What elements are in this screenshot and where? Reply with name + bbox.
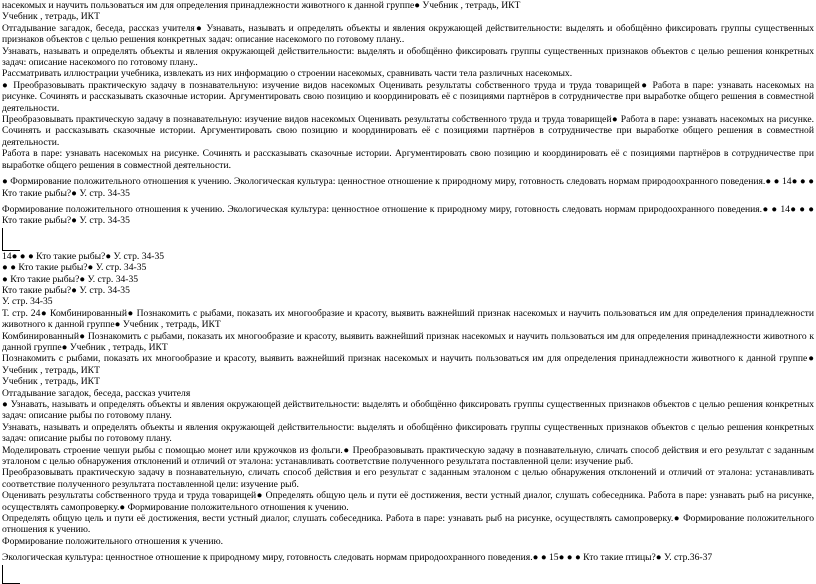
text-line: Узнавать, называть и определять объекты и явления окружающей действительности: выделять и обобщённо фиксировать группы существенных признаков объектов с целью решения конкретных задач: описание рыбы по готовому плану.	[2, 421, 814, 445]
text-line: Преобразовывать практическую задачу в познавательную: изучение видов насекомых Оценивать результаты собственного труда и труда товарищей● Работа в паре: узнавать насекомых на рисунке. Сочинять и рассказывать сказочные истории. Аргументировать свою позицию и координировать её с позициями партнёров в сотрудничестве при выработке общего решения в совместной деятельности.	[2, 114, 814, 148]
text-line: ● Формирование положительного отношения к учению. Экологическая культура: ценностное отношение к природному миру, готовность следовать нормам природоохранного поведения.● ● 14● ● ● Кто такие рыбы?● У. стр. 34-35	[2, 176, 814, 199]
text-line: Учебник , тетрадь, ИКТ	[2, 376, 100, 388]
text-line: Определять общую цель и пути её достижения, вести устный диалог, слушать собеседника. Работа в паре: узнавать рыб на рисунке, осуществлять самопроверку.● Формирование положительного отношения к учению.	[2, 513, 814, 536]
text-line: Формирование положительного отношения к учению. Экологическая культура: ценностное отношение к природному миру, готовность следовать нормам природоохранного поведения.● ● 14● ● ● Кто такие рыбы?● У. стр. 34-35	[2, 203, 814, 227]
text-line: Формирование положительного отношения к учению.	[2, 535, 224, 547]
text-line: У. стр. 34-35	[2, 296, 53, 308]
text-line: ● Преобразовывать практическую задачу в познавательную: изучение видов насекомых Оценивать результаты собственного труда и труда товарищей● Работа в паре: узнавать насекомых на рисунке. Сочинять и рассказывать сказочные истории. Аргументировать свою позицию и координировать её с позициями партнёров в сотрудничестве при выработке общего решения в совместной деятельности.	[2, 79, 814, 114]
text-line: Оценивать результаты собственного труда и труда товарищей● Определять общую цель и пути её достижения, вести устный диалог, слушать собеседника. Работа в паре: узнавать рыб на рисунке, осуществлять самопроверку.● Формирование положительного отношения к учению.	[2, 490, 814, 513]
text-line: Т. стр. 24● Комбинированный● Познакомить с рыбами, показать их многообразие и красоту, выявить важнейший признак насекомых и научить пользоваться им для определения принадлежности животного к данной группе● Учебник , тетрадь, ИКТ	[2, 307, 814, 331]
table-cell-border	[2, 565, 20, 584]
text-line: ● Узнавать, называть и определять объекты и явления окружающей действительности: выделять и обобщённо фиксировать группы существенных признаков объектов с целью решения конкретных задач: описание рыбы по готовому плану.	[2, 399, 814, 422]
text-line: Работа в паре: узнавать насекомых на рисунке. Сочинять и рассказывать сказочные истории. Аргументировать свою позицию и координировать её с позициями партнёров в сотрудничестве при выработке общего решения в совместной деятельности.	[2, 148, 814, 171]
text-line: Учебник , тетрадь, ИКТ	[2, 11, 100, 23]
text-line: ● Кто такие рыбы?● У. стр. 34-35	[2, 273, 139, 285]
text-line: насекомых и научить пользоваться им для определения принадлежности животного к данной группе● Учебник , тетрадь, ИКТ	[2, 0, 521, 11]
text-line: Отгадывание загадок, беседа, рассказ учителя	[2, 387, 191, 399]
text-line: ● ● Кто такие рыбы?● У. стр. 34-35	[2, 262, 147, 274]
text-line: Моделировать строение чешуи рыбы с помощью монет или кружочков из фольги.● Преобразовывать практическую задачу в познавательную, сличать способ действия и его результат с заданным эталоном с целью обнаружения отклонений и отличий от эталона: устанавливать соответствие полученного результата поставленной цели: изучение рыб.	[2, 444, 814, 468]
table-cell-border	[2, 228, 20, 251]
text-line: Кто такие рыбы?● У. стр. 34-35	[2, 284, 130, 296]
text-line: Познакомить с рыбами, показать их многообразие и красоту, выявить важнейший признак насекомых и научить пользоваться им для определения принадлежности животного к данной группе● Учебник , тетрадь, ИКТ	[2, 353, 814, 376]
text-line: Комбинированный● Познакомить с рыбами, показать их многообразие и красоту, выявить важнейший признак насекомых и научить пользоваться им для определения принадлежности животного к данной группе● Учебник , тетрадь, ИКТ	[2, 330, 814, 353]
text-line: Рассматривать иллюстрации учебника, извлекать из них информацию о строении насекомых, сравнивать части тела различных насекомых.	[2, 68, 573, 80]
text-line: Экологическая культура: ценностное отношение к природному миру, готовность следовать нормам природоохранного поведения.● ● 15● ● ● Кто такие птицы?● У. стр.36-37	[2, 552, 713, 564]
text-line: 14● ● ● Кто такие рыбы?● У. стр. 34-35	[2, 250, 165, 262]
text-line: Преобразовывать практическую задачу в познавательную, сличать способ действия и его результат с заданным эталоном с целью обнаружения отклонений и отличий от эталона: устанавливать соответствие полученного результата поставленной цели: изучение рыб.	[2, 467, 814, 490]
text-line: Узнавать, называть и определять объекты и явления окружающей действительности: выделять и обобщённо фиксировать группы существенных признаков объектов с целью решения конкретных задач: описание насекомого по готовому плану..	[2, 45, 814, 69]
text-line: Отгадывание загадок, беседа, рассказ учителя● Узнавать, называть и определять объекты и явления окружающей действительности: выделять и обобщённо фиксировать группы существенных признаков объектов с целью решения конкретных задач: описание насекомого по готовому плану..	[2, 22, 814, 46]
